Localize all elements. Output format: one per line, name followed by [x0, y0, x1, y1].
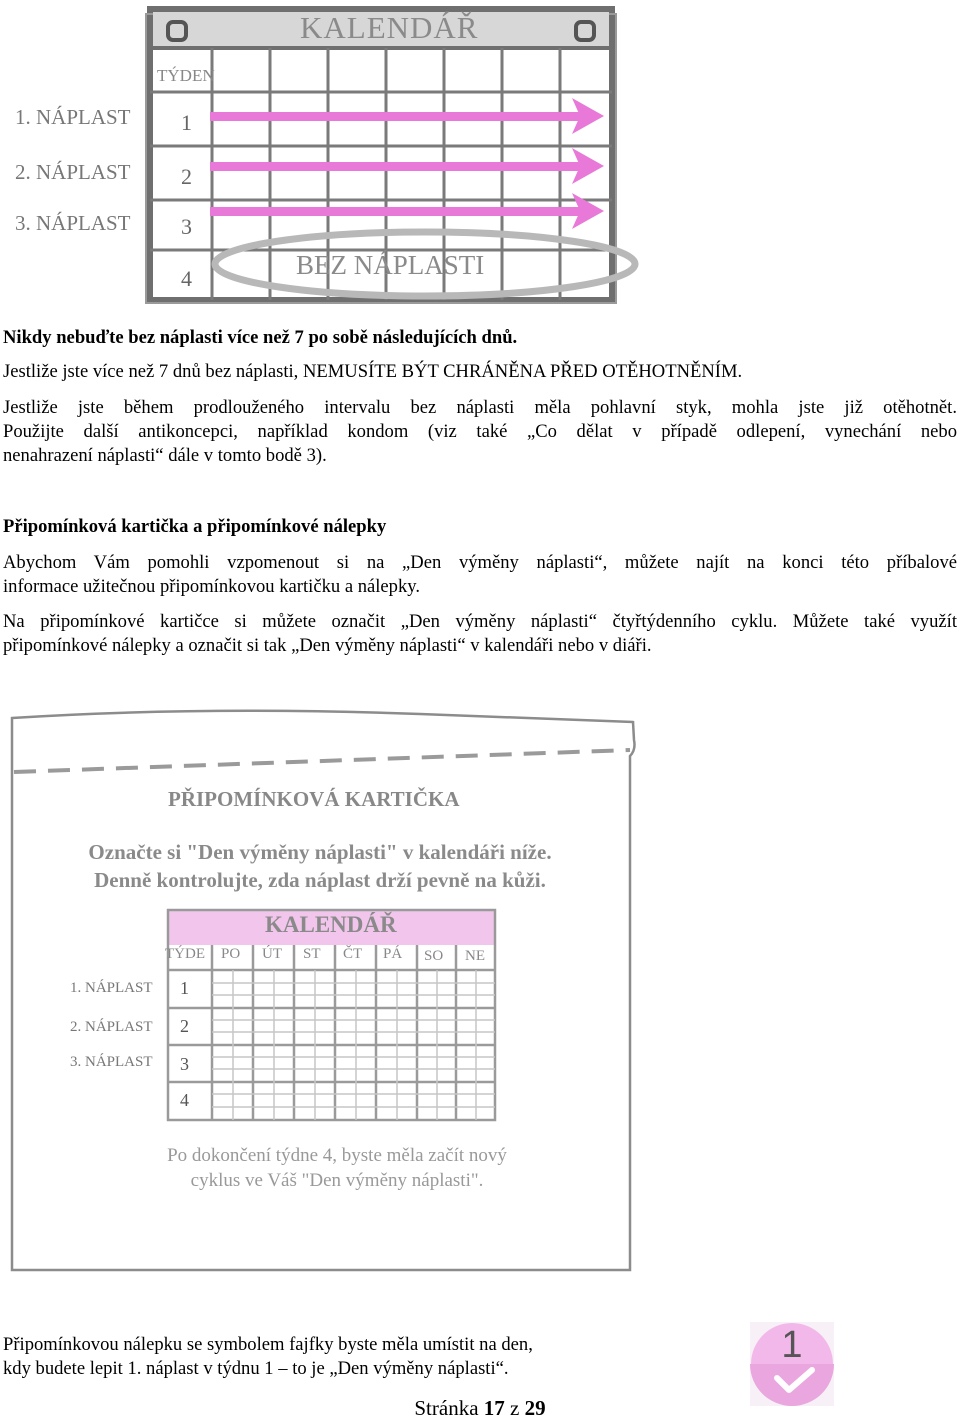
- page-number: [0, 1396, 960, 1421]
- warning-line-1: Nikdy nebuďte bez náplasti více než 7 po sobě následujících dnů.: [3, 327, 518, 348]
- card-instruction-line: Označte si "Den výměny náplasti" v kalendáři níže.: [88, 840, 552, 864]
- warning-para-line: Jestliže jste během prodlouženého intervalu bez náplasti měla pohlavní styk, mohla jste již otěhotnět.: [3, 397, 957, 418]
- day-label: ÚT: [262, 946, 282, 962]
- card-week-number: 3: [180, 1054, 189, 1074]
- day-label: PO: [221, 946, 241, 962]
- card-footer: [150, 1143, 524, 1193]
- patch-arrows: [210, 98, 604, 229]
- page-prefix: Stránka: [414, 1396, 479, 1420]
- week-number: 4: [181, 266, 192, 291]
- card-footer-line: cyklus ve Váš "Den výměny náplasti".: [190, 1170, 484, 1191]
- warning-line-2: Jestliže jste více než 7 dnů bez náplasti, NEMUSÍTE BÝT CHRÁNĚNA PŘED OTĚHOTNĚNÍM.: [3, 361, 743, 382]
- sticker-note-line: Připomínkovou nálepku se symbolem fajfky byste měla umístit na den,: [3, 1334, 533, 1355]
- week-number: 2: [181, 164, 192, 189]
- page-current: 17: [483, 1396, 505, 1420]
- section-p1-line: informace užitečnou připomínkovou kartičku a nálepky.: [3, 576, 421, 597]
- patch-label: 1. NÁPLAST: [15, 105, 131, 129]
- week-header: TÝDEN: [157, 66, 215, 85]
- card-instruction-line: Denně kontrolujte, zda náplast drží pevně na kůži.: [94, 868, 546, 892]
- day-label: ČT: [343, 946, 363, 962]
- section-p2-line: Na připomínkové kartičce si můžete označit „Den výměny náplasti“ čtyřtýdenního cyklu. Můžete také využít: [3, 611, 957, 632]
- card-patch-label: 2. NÁPLAST: [70, 1019, 153, 1035]
- card-week-number: 4: [180, 1090, 189, 1110]
- day-label: NE: [465, 948, 485, 964]
- card-title: PŘIPOMÍNKOVÁ KARTIČKA: [168, 787, 460, 811]
- warning-para-line: Použijte další antikoncepci, například kondom (viz také „Co dělat v případě odlepení, vynechání nebo: [3, 421, 957, 442]
- card-week-header: TÝDE: [165, 946, 205, 962]
- page-total: 29: [524, 1396, 546, 1420]
- page-sep: z: [510, 1396, 520, 1420]
- card-patch-label: 1. NÁPLAST: [70, 980, 153, 996]
- card-calendar-title: KALENDÁŘ: [265, 912, 397, 937]
- card-week-number: 1: [180, 978, 189, 998]
- card-footer-line: Po dokončení týdne 4, byste měla začít nový: [167, 1145, 507, 1166]
- warning-para-line: nenahrazení náplasti“ dále v tomto bodě 3).: [3, 445, 327, 466]
- sticker-note-line: kdy budete lepit 1. náplast v týdnu 1 – to je „Den výměny náplasti“.: [3, 1358, 509, 1379]
- card-patch-label: 3. NÁPLAST: [70, 1054, 153, 1070]
- no-patch-label: BEZ NÁPLASTI: [296, 250, 485, 280]
- section-heading: Připomínková kartička a připomínkové nálepky: [3, 516, 387, 537]
- calendar-title: KALENDÁŘ: [300, 10, 479, 45]
- day-label: ST: [303, 946, 321, 962]
- sticker-number: 1: [781, 1324, 803, 1366]
- section-p1-line: Abychom Vám pomohli vzpomenout si na „Den výměny náplasti“, můžete najít na konci této příbalové: [3, 552, 957, 573]
- day-label: SO: [424, 948, 444, 964]
- checkmark-sticker: [750, 1322, 834, 1406]
- day-label: PÁ: [383, 946, 403, 962]
- week-number: 1: [181, 110, 192, 135]
- card-instruction: [78, 838, 562, 894]
- calendar-illustration: [0, 0, 960, 310]
- patch-label: 2. NÁPLAST: [15, 160, 131, 184]
- patch-label: 3. NÁPLAST: [15, 211, 131, 235]
- card-week-number: 2: [180, 1016, 189, 1036]
- section-p2-line: připomínkové nálepky a označit si tak „Den výměny náplasti“ v kalendáři nebo v diáři.: [3, 635, 652, 656]
- week-number: 3: [181, 214, 192, 239]
